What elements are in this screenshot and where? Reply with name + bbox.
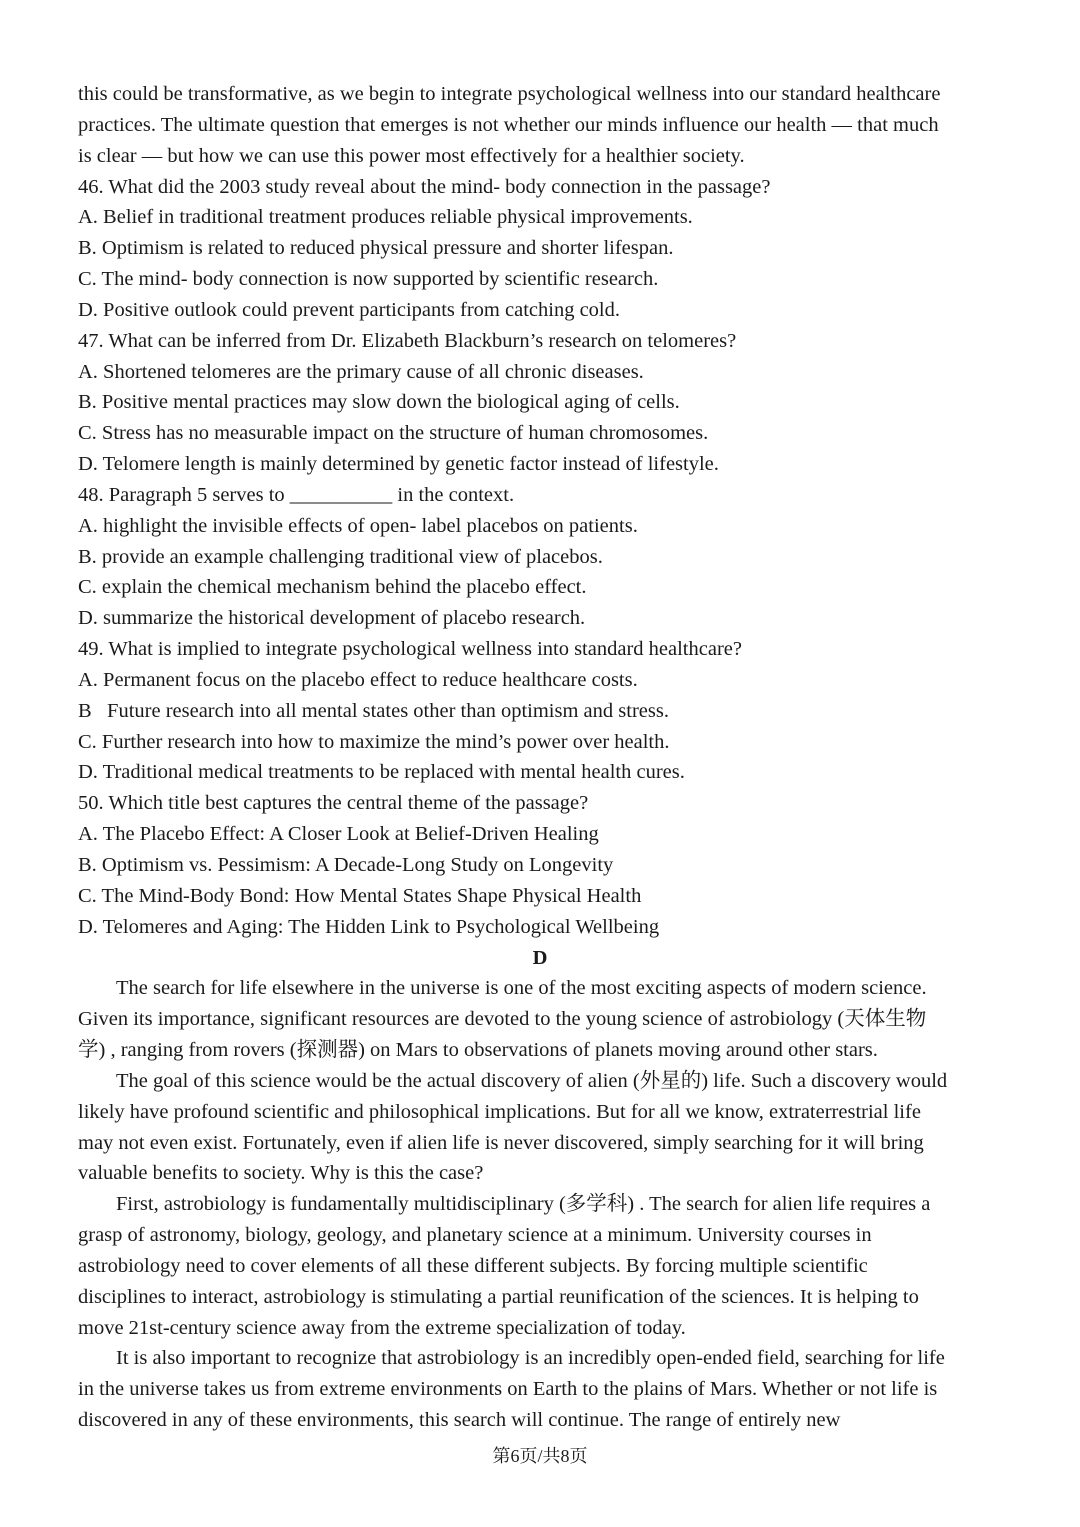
answer-option: D. Telomere length is mainly determined by genetic factor instead of lifestyle.: [78, 453, 719, 476]
question-stem: 49. What is implied to integrate psychological wellness into standard healthcare?: [78, 638, 742, 661]
question-stem: 47. What can be inferred from Dr. Elizabeth Blackburn’s research on telomeres?: [78, 329, 737, 352]
answer-option: C. Further research into how to maximize the mind’s power over health.: [78, 730, 670, 753]
answer-option: C. The mind- body connection is now supported by scientific research.: [78, 268, 659, 291]
answer-option: B. provide an example challenging traditional view of placebos.: [78, 545, 603, 568]
passage-line: this could be transformative, as we begin to integrate psychological wellness into our standard healthcare: [78, 83, 941, 105]
paragraph-line: move 21st-century science away from the extreme specialization of today.: [78, 1316, 686, 1339]
answer-option: A. Shortened telomeres are the primary cause of all chronic diseases.: [78, 360, 644, 383]
answer-option: C. explain the chemical mechanism behind the placebo effect.: [78, 576, 587, 599]
answer-option: B. Positive mental practices may slow down the biological aging of cells.: [78, 391, 680, 414]
paragraph-line: discovered in any of these environments, this search will continue. The range of entirely new: [78, 1409, 841, 1432]
answer-option: C. Stress has no measurable impact on the structure of human chromosomes.: [78, 422, 709, 445]
paragraph-line: valuable benefits to society. Why is this the case?: [78, 1162, 484, 1185]
passage-line: is clear — but how we can use this power most effectively for a healthier society.: [78, 144, 745, 167]
question-stem: 50. Which title best captures the central theme of the passage?: [78, 792, 589, 815]
paragraph-line: in the universe takes us from extreme environments on Earth to the plains of Mars. Whether or not life is: [78, 1378, 938, 1401]
section-heading: D: [532, 946, 548, 969]
paragraph-line: disciplines to interact, astrobiology is stimulating a partial reunification of the sciences. It is helping to: [78, 1285, 919, 1308]
answer-option: B. Optimism is related to reduced physical pressure and shorter lifespan.: [78, 237, 674, 260]
paragraph-first-line: It is also important to recognize that astrobiology is an incredibly open-ended field, searching for life: [116, 1347, 945, 1370]
answer-option: D. Telomeres and Aging: The Hidden Link to Psychological Wellbeing: [78, 915, 660, 938]
question-stem: 46. What did the 2003 study reveal about the mind- body connection in the passage?: [78, 175, 771, 198]
answer-option: A. The Placebo Effect: A Closer Look at Belief-Driven Healing: [78, 823, 599, 846]
paragraph-line: Given its importance, significant resources are devoted to the young science of astrobiology (天体生物: [78, 1008, 927, 1031]
paragraph-line: likely have profound scientific and philosophical implications. But for all we know, extraterrestrial life: [78, 1100, 921, 1123]
passage-line: practices. The ultimate question that emerges is not whether our minds influence our health — that much: [78, 113, 939, 136]
paragraph-line: grasp of astronomy, biology, geology, and planetary science at a minimum. University courses in: [78, 1224, 872, 1247]
question-stem: 48. Paragraph 5 serves to __________ in the context.: [78, 483, 515, 506]
answer-option: D. Positive outlook could prevent participants from catching cold.: [78, 298, 620, 321]
answer-option: D. summarize the historical development of placebo research.: [78, 607, 586, 630]
paragraph-first-line: First, astrobiology is fundamentally multidisciplinary (多学科) . The search for alien life requires a: [116, 1193, 931, 1216]
paragraph-first-line: The search for life elsewhere in the universe is one of the most exciting aspects of modern science.: [116, 977, 927, 1000]
answer-option: D. Traditional medical treatments to be replaced with mental health cures.: [78, 761, 685, 784]
paragraph-line: may not even exist. Fortunately, even if alien life is never discovered, simply searching for it will bring: [78, 1131, 924, 1154]
page-number-footer: 第6页/共8页: [492, 1446, 588, 1466]
paragraph-line: astrobiology need to cover elements of all these different subjects. By forcing multiple scientific: [78, 1254, 868, 1277]
answer-option: A. highlight the invisible effects of open- label placebos on patients.: [78, 514, 638, 537]
paragraph-line: 学) , ranging from rovers (探测器) on Mars to observations of planets moving around other stars.: [78, 1039, 878, 1062]
answer-option: B. Optimism vs. Pessimism: A Decade-Long Study on Longevity: [78, 854, 614, 876]
paragraph-first-line: The goal of this science would be the actual discovery of alien (外星的) life. Such a discovery would: [116, 1069, 948, 1092]
answer-option: A. Permanent focus on the placebo effect to reduce healthcare costs.: [78, 668, 638, 691]
answer-option: A. Belief in traditional treatment produces reliable physical improvements.: [78, 206, 693, 229]
answer-option: B Future research into all mental states other than optimism and stress.: [78, 699, 669, 722]
answer-option: C. The Mind-Body Bond: How Mental States Shape Physical Health: [78, 884, 642, 907]
